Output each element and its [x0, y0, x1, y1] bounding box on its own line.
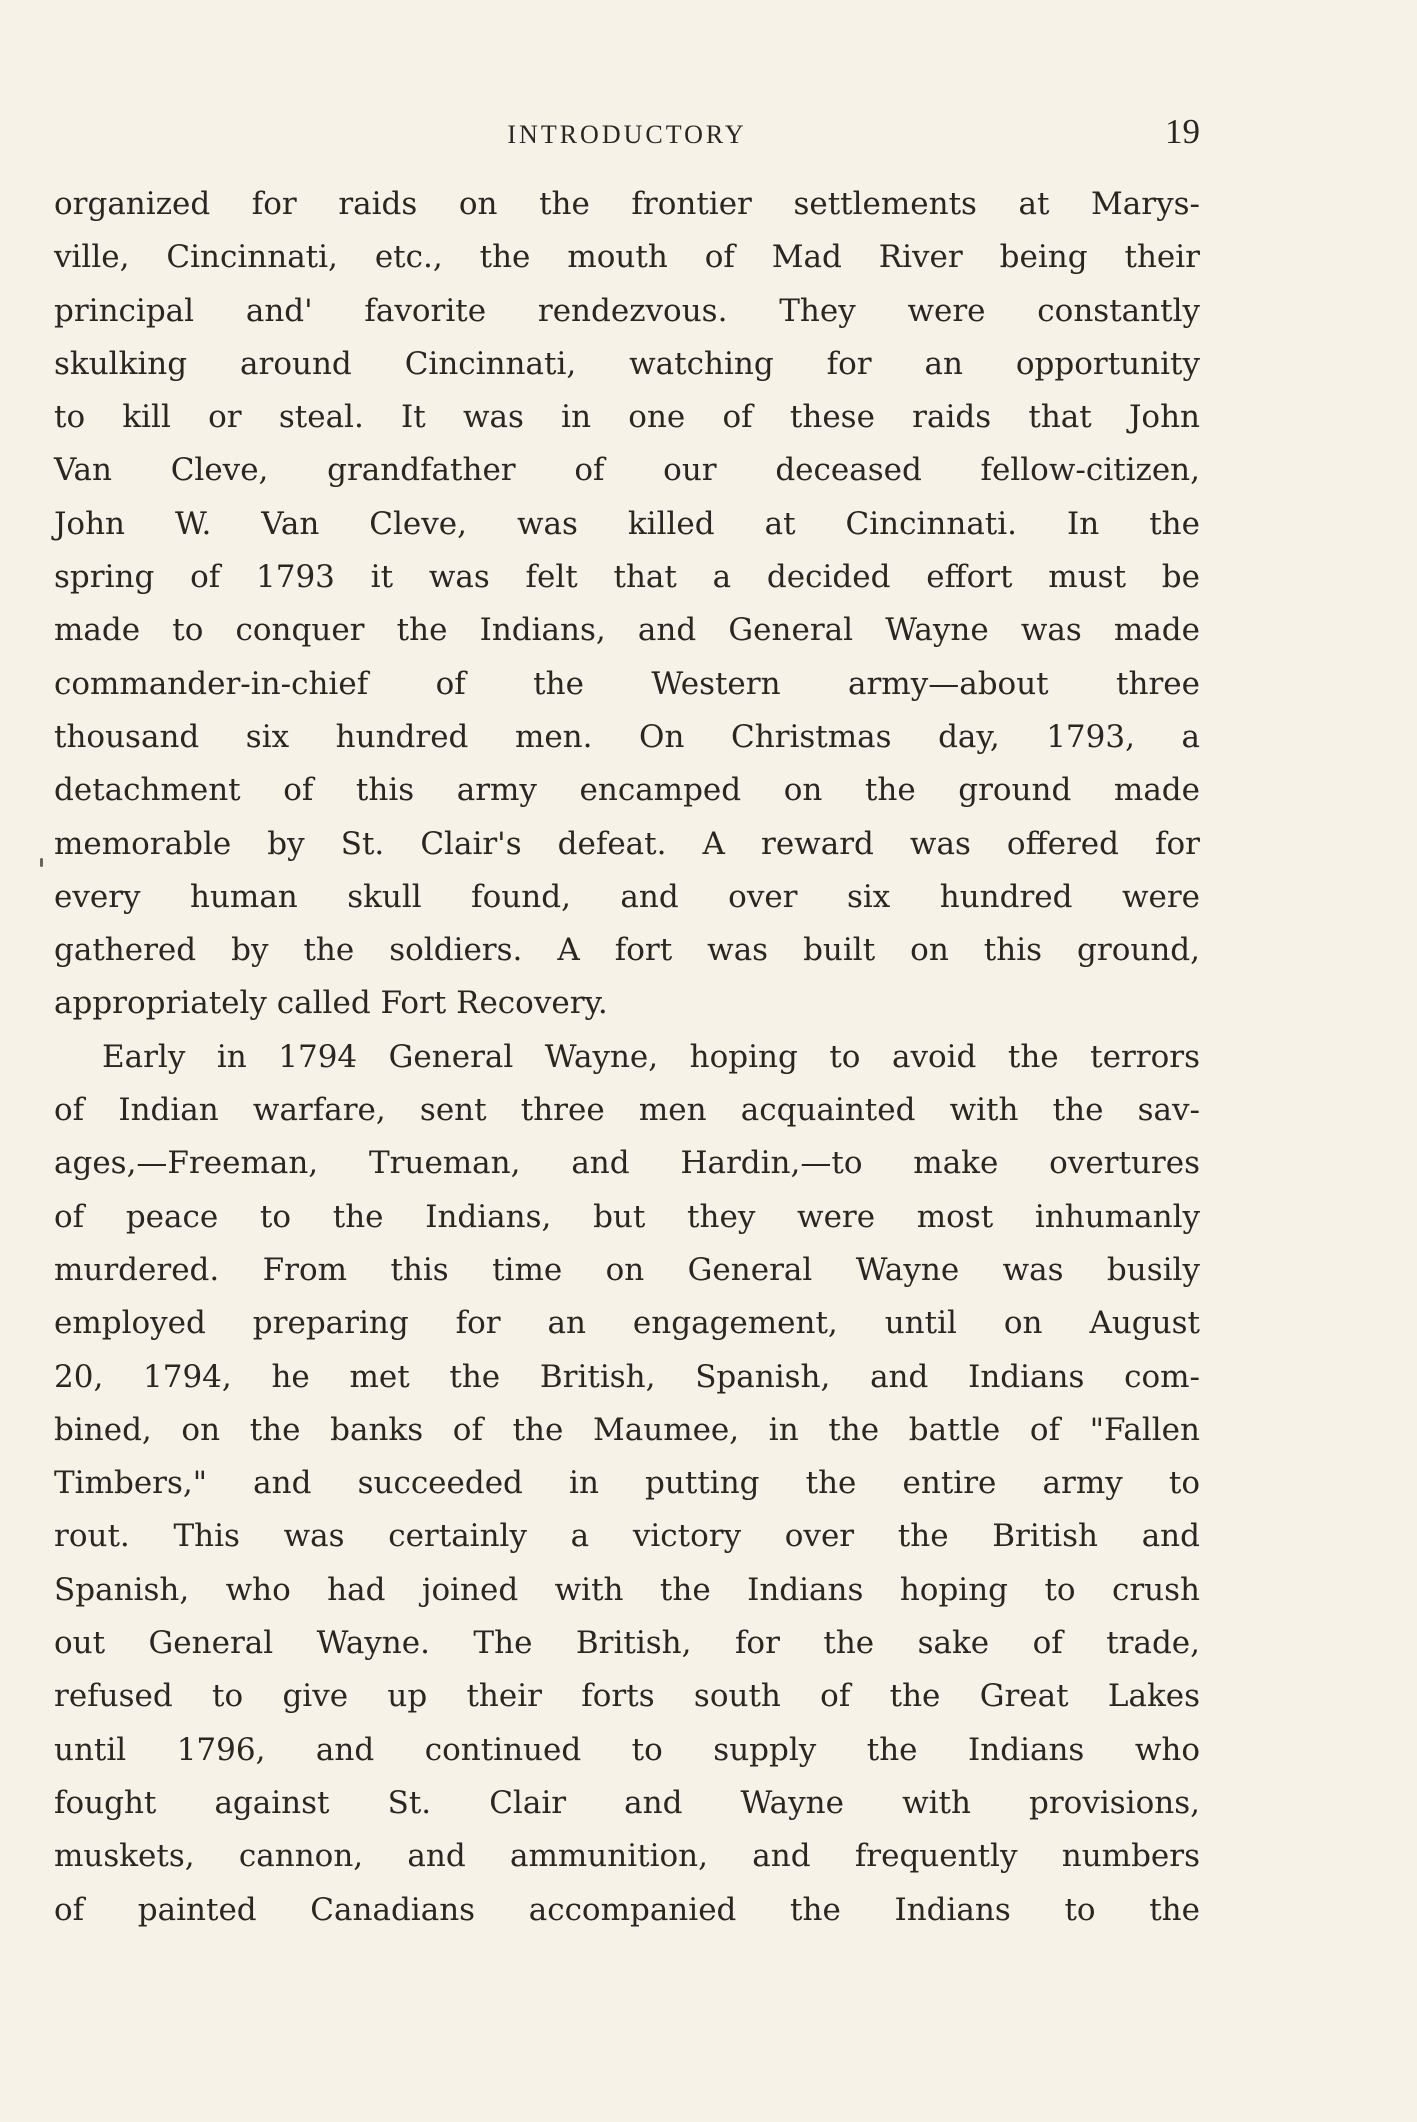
text-line: commander-in-chief of the Western army—about three — [54, 665, 1200, 702]
text-line: 20, 1794, he met the British, Spanish, and Indians com- — [54, 1358, 1200, 1395]
text-line: John W. Van Cleve, was killed at Cincinnati. In the — [54, 505, 1200, 542]
body-text — [54, 178, 1200, 1937]
text-line: spring of 1793 it was felt that a decided effort must be — [54, 559, 1200, 596]
text-line: muskets, cannon, and ammunition, and frequently numbers — [54, 1838, 1200, 1875]
text-line: of painted Canadians accompanied the Indians to the — [54, 1891, 1200, 1928]
text-line: out General Wayne. The British, for the sake of trade, — [54, 1625, 1200, 1662]
text-line: Timbers," and succeeded in putting the entire army to — [54, 1465, 1200, 1502]
running-title: INTRODUCTORY — [507, 120, 747, 149]
text-line: made to conquer the Indians, and General Wayne was made — [54, 612, 1200, 649]
text-line: organized for raids on the frontier settlements at Marys- — [54, 186, 1200, 222]
text-line: gathered by the soldiers. A fort was built on this ground, — [54, 932, 1200, 969]
text-line: every human skull found, and over six hundred were — [54, 878, 1200, 915]
paragraph-start-line: Early in 1794 General Wayne, hoping to avoid the terrors — [102, 1038, 1200, 1075]
paragraph-end-line: appropriately called Fort Recovery. — [54, 985, 608, 1022]
text-line: of peace to the Indians, but they were most inhumanly — [54, 1198, 1200, 1235]
text-line: Spanish, who had joined with the Indians hoping to crush — [54, 1571, 1200, 1608]
text-line: detachment of this army encamped on the ground made — [54, 772, 1200, 809]
text-line: bined, on the banks of the Maumee, in the battle of "Fallen — [54, 1411, 1200, 1448]
text-line: ages,—Freeman, Trueman, and Hardin,—to make overtures — [54, 1145, 1200, 1182]
text-line: employed preparing for an engagement, until on August — [54, 1305, 1200, 1342]
text-line: to kill or steal. It was in one of these raids that John — [54, 399, 1200, 436]
text-line: fought against St. Clair and Wayne with provisions, — [54, 1784, 1200, 1821]
text-line: murdered. From this time on General Wayne was busily — [54, 1251, 1200, 1288]
text-line: Van Cleve, grandfather of our deceased fellow-citizen, — [54, 452, 1200, 489]
text-line: rout. This was certainly a victory over the British and — [54, 1518, 1200, 1555]
page-header — [54, 112, 1200, 156]
text-line: refused to give up their forts south of the Great Lakes — [54, 1678, 1200, 1715]
text-line: principal and' favorite rendezvous. They were constantly — [54, 292, 1200, 329]
text-line: skulking around Cincinnati, watching for an opportunity — [54, 345, 1200, 382]
text-line: thousand six hundred men. On Christmas day, 1793, a — [54, 718, 1200, 755]
text-line: until 1796, and continued to supply the Indians who — [54, 1731, 1200, 1768]
margin-mark — [40, 858, 43, 867]
text-line: memorable by St. Clair's defeat. A reward was offered for — [54, 825, 1200, 862]
text-line: of Indian warfare, sent three men acquainted with the sav- — [54, 1092, 1200, 1129]
text-line: ville, Cincinnati, etc., the mouth of Mad River being their — [54, 239, 1200, 276]
page-number: 19 — [1165, 112, 1200, 151]
